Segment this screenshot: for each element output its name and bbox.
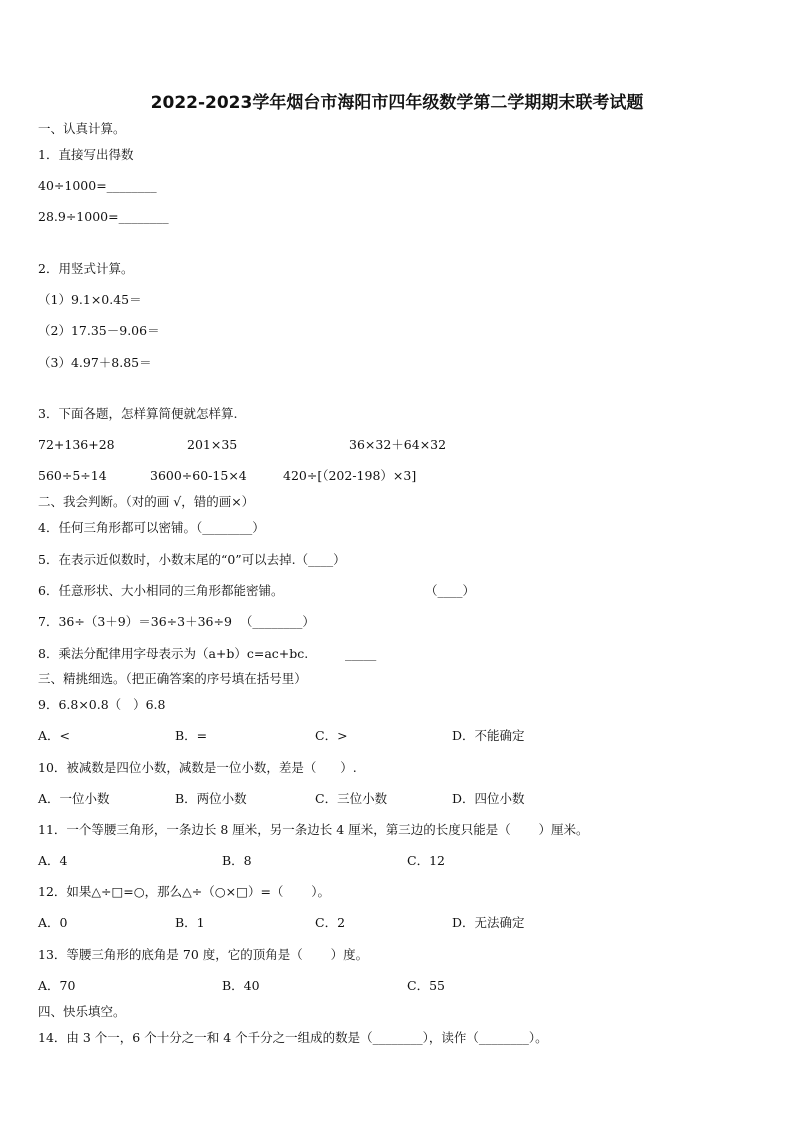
q3-r2-1: 560÷5÷14 [38, 468, 107, 483]
q13-opt-c: C．55 [407, 978, 445, 993]
q9-opt-c: C．> [315, 728, 348, 743]
q3-r1-1: 72+136+28 [38, 437, 115, 452]
q9-opt-d: D．不能确定 [452, 728, 525, 743]
q4: 4．任何三角形都可以密铺。（________） [38, 520, 265, 535]
q3-r2-2: 3600÷60-15×4 [150, 468, 247, 483]
q12-stem: 12．如果△÷□=○，那么△÷（○×□）=（ ）。 [38, 884, 330, 899]
q3-r2-3: 420÷[（202-198）×3] [283, 468, 417, 483]
q2-b: （2）17.35－9.06＝ [38, 323, 160, 338]
q6-text: 6．任意形状、大小相同的三角形都能密铺。 [38, 583, 284, 598]
q13-stem: 13．等腰三角形的底角是 70 度，它的顶角是（ ）度。 [38, 947, 369, 962]
section-4-heading: 四、快乐填空。 [38, 1004, 126, 1019]
q2-stem: 2．用竖式计算。 [38, 261, 134, 276]
q12-opt-c: C．2 [315, 915, 346, 930]
q9-opt-a: A．< [38, 728, 71, 743]
q8-text: 8．乘法分配律用字母表示为（a+b）c=ac+bc. [38, 646, 309, 661]
section-2-heading: 二、我会判断。（对的画 √，错的画×） [38, 494, 255, 509]
q10-stem: 10．被减数是四位小数，减数是一位小数，差是（ ）. [38, 760, 357, 775]
q6-blank: （____） [425, 583, 476, 598]
section-1-heading: 一、认真计算。 [38, 121, 126, 136]
q13-opt-b: B．40 [222, 978, 260, 993]
q11-opt-c: C．12 [407, 853, 445, 868]
q2-c: （3）4.97＋8.85＝ [38, 355, 152, 370]
page-title: 2022-2023学年烟台市海阳市四年级数学第二学期期末联考试题 [150, 93, 644, 113]
q11-opt-b: B．8 [222, 853, 252, 868]
q12-opt-a: A．0 [38, 915, 68, 930]
q1-stem: 1．直接写出得数 [38, 147, 134, 162]
q1-a: 40÷1000=________ [38, 178, 157, 193]
q9-stem: 9．6.8×0.8（ ）6.8 [38, 697, 166, 712]
q2-a: （1）9.1×0.45＝ [38, 292, 142, 307]
q10-opt-d: D．四位小数 [452, 791, 525, 806]
q11-opt-a: A．4 [38, 853, 68, 868]
q3-r1-2: 201×35 [187, 437, 238, 452]
q7: 7．36÷（3＋9）＝36÷3＋36÷9 （________） [38, 614, 315, 629]
q12-opt-d: D．无法确定 [452, 915, 525, 930]
q5: 5．在表示近似数时，小数末尾的“0”可以去掉.（____） [38, 552, 346, 567]
q8-blank: _____ [345, 646, 377, 661]
q10-opt-a: A．一位小数 [38, 791, 110, 806]
q14: 14．由 3 个一，6 个十分之一和 4 个千分之一组成的数是（________），读作（________）。 [38, 1030, 548, 1045]
section-3-heading: 三、精挑细选。（把正确答案的序号填在括号里） [38, 671, 307, 686]
q1-b: 28.9÷1000=________ [38, 209, 169, 224]
q3-r1-3: 36×32＋64×32 [349, 437, 447, 452]
q10-opt-c: C．三位小数 [315, 791, 388, 806]
q10-opt-b: B．两位小数 [175, 791, 247, 806]
q11-stem: 11．一个等腰三角形，一条边长 8 厘米，另一条边长 4 厘米，第三边的长度只能是（ ）厘米。 [38, 822, 589, 837]
q3-stem: 3．下面各题，怎样算简便就怎样算. [38, 406, 238, 421]
q13-opt-a: A．70 [38, 978, 76, 993]
q9-opt-b: B．= [175, 728, 208, 743]
q12-opt-b: B．1 [175, 915, 205, 930]
